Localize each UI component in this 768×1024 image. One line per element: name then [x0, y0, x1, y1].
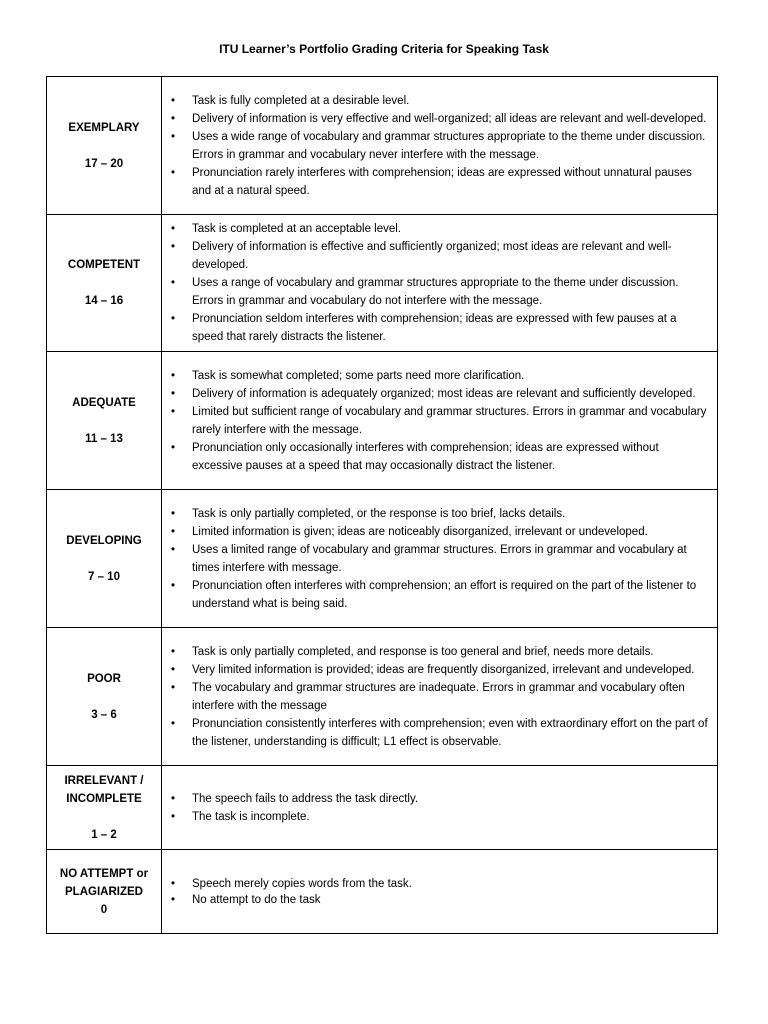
bullet-icon: •: [170, 893, 176, 906]
bullet-icon: •: [170, 387, 176, 400]
criteria-item: • The task is incomplete.: [162, 808, 717, 826]
level-name: ADEQUATE: [72, 396, 136, 409]
bullet-icon: •: [170, 810, 176, 823]
criteria-list: [162, 92, 717, 200]
table-row-competent: [47, 215, 718, 352]
score-range: 11 – 13: [85, 432, 123, 445]
table-row-exemplary: [47, 77, 718, 215]
table-row-no-attempt: [47, 850, 718, 934]
criteria-list: [162, 876, 717, 908]
level-cell: [47, 628, 162, 766]
table-row-adequate: [47, 352, 718, 490]
bullet-icon: •: [170, 166, 176, 179]
criteria-item: • The vocabulary and grammar structures are inadequate. Errors in grammar and vocabulary often interfere with the message: [162, 679, 717, 715]
bullet-icon: •: [170, 94, 176, 107]
criteria-cell: [162, 352, 718, 490]
criteria-item: • Pronunciation seldom interferes with comprehension; ideas are expressed with few pauses at a speed that rarely distracts the listener.: [162, 310, 717, 346]
criteria-item: • Pronunciation rarely interferes with comprehension; ideas are expressed without unnatural pauses and at a natural speed.: [162, 164, 717, 200]
criteria-list: [162, 505, 717, 613]
criteria-item: • Uses a wide range of vocabulary and grammar structures appropriate to the theme under discussion. Errors in grammar and vocabulary never interfere with the message.: [162, 128, 717, 164]
bullet-icon: •: [170, 792, 176, 805]
level-name: POOR: [87, 672, 121, 685]
criteria-list: [162, 790, 717, 826]
level-name: NO ATTEMPT or PLAGIARIZED: [59, 867, 149, 898]
criteria-item: • Pronunciation consistently interferes with comprehension; even with extraordinary effort on the part of the listener, understanding is difficult; L1 effect is observable.: [162, 715, 717, 751]
criteria-item: • No attempt to do the task: [162, 892, 717, 908]
bullet-icon: •: [170, 369, 176, 382]
bullet-icon: •: [170, 877, 176, 890]
criteria-item: • Task is only partially completed, or the response is too brief, lacks details.: [162, 505, 717, 523]
page-title: ITU Learner’s Portfolio Grading Criteria for Speaking Task: [219, 42, 549, 56]
criteria-item: • Very limited information is provided; ideas are frequently disorganized, irrelevant and undeveloped.: [162, 661, 717, 679]
score-range: 0: [100, 903, 108, 916]
level-cell: [47, 77, 162, 215]
level-name: IRRELEVANT / INCOMPLETE: [64, 774, 144, 805]
criteria-cell: [162, 628, 718, 766]
bullet-icon: •: [170, 313, 176, 325]
table-row-irrelevant: [47, 766, 718, 850]
score-range: 14 – 16: [84, 295, 124, 307]
bullet-icon: •: [170, 717, 176, 730]
bullet-icon: •: [170, 223, 176, 235]
level-name: COMPETENT: [67, 259, 141, 271]
bullet-icon: •: [170, 507, 176, 520]
criteria-item: • Delivery of information is effective and sufficiently organized; most ideas are relevant and well-developed.: [162, 238, 717, 274]
criteria-item: • Limited but sufficient range of vocabulary and grammar structures. Errors in grammar and vocabulary rarely interfere with the message.: [162, 403, 717, 439]
table-row-poor: [47, 628, 718, 766]
criteria-list: [162, 220, 717, 346]
bullet-icon: •: [170, 405, 176, 418]
criteria-list: [162, 643, 717, 751]
bullet-icon: •: [170, 681, 176, 694]
criteria-item: • Task is completed at an acceptable level.: [162, 220, 717, 238]
criteria-item: • Speech merely copies words from the task.: [162, 876, 717, 892]
bullet-icon: •: [170, 543, 176, 556]
criteria-item: • Pronunciation often interferes with comprehension; an effort is required on the part of the listener to understand what is being said.: [162, 577, 717, 613]
bullet-icon: •: [170, 645, 176, 658]
bullet-icon: •: [170, 130, 176, 143]
criteria-cell: [162, 850, 718, 934]
score-range: 7 – 10: [88, 570, 120, 583]
bullet-icon: •: [170, 277, 176, 289]
level-cell: [47, 352, 162, 490]
grading-criteria-table: [46, 76, 718, 934]
criteria-item: • The speech fails to address the task directly.: [162, 790, 717, 808]
criteria-item: • Task is fully completed at a desirable level.: [162, 92, 717, 110]
score-range: 17 – 20: [84, 157, 124, 170]
criteria-item: • Task is only partially completed, and response is too general and brief, needs more details.: [162, 643, 717, 661]
level-name: EXEMPLARY: [68, 121, 140, 134]
criteria-cell: [162, 766, 718, 850]
criteria-cell: [162, 215, 718, 352]
bullet-icon: •: [170, 663, 176, 676]
bullet-icon: •: [170, 441, 176, 454]
criteria-item: • Task is somewhat completed; some parts need more clarification.: [162, 367, 717, 385]
score-range: 1 – 2: [91, 828, 117, 841]
criteria-item: • Pronunciation only occasionally interferes with comprehension; ideas are expressed without excessive pauses at a speed that may occasionally distract the listener.: [162, 439, 717, 475]
criteria-item: • Limited information is given; ideas are noticeably disorganized, irrelevant or undeveloped.: [162, 523, 717, 541]
criteria-cell: [162, 77, 718, 215]
criteria-item: • Delivery of information is adequately organized; most ideas are relevant and sufficiently developed.: [162, 385, 717, 403]
bullet-icon: •: [170, 525, 176, 538]
criteria-item: • Delivery of information is very effective and well-organized; all ideas are relevant and well-developed.: [162, 110, 717, 128]
table-row-developing: [47, 490, 718, 628]
level-cell: [47, 850, 162, 934]
bullet-icon: •: [170, 579, 176, 592]
score-range: 3 – 6: [91, 708, 117, 721]
criteria-item: • Uses a range of vocabulary and grammar structures appropriate to the theme under discussion. Errors in grammar and vocabulary do not interfere with the message.: [162, 274, 717, 310]
bullet-icon: •: [170, 112, 176, 125]
criteria-cell: [162, 490, 718, 628]
level-cell: [47, 766, 162, 850]
level-cell: [47, 215, 162, 352]
level-name: DEVELOPING: [66, 534, 142, 547]
bullet-icon: •: [170, 241, 176, 253]
level-cell: [47, 490, 162, 628]
criteria-list: [162, 367, 717, 475]
criteria-item: • Uses a limited range of vocabulary and grammar structures. Errors in grammar and vocabulary at times interfere with message.: [162, 541, 717, 577]
